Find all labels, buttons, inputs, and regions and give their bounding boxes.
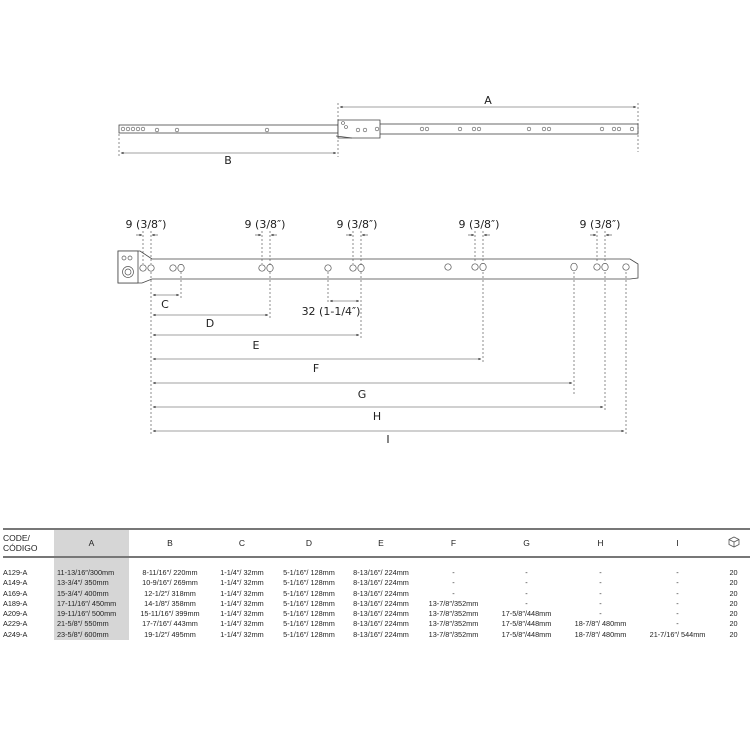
cell-E: 8-13/16″/ 224mm [353, 619, 409, 629]
spacing-label-5: 9 (3/8″) [579, 218, 621, 231]
cell-G: 17-5/8″/448mm [501, 619, 552, 629]
dimension-H-label: H [372, 410, 382, 423]
spacing-label-2: 9 (3/8″) [244, 218, 286, 231]
cabinet-member-rail [338, 124, 638, 134]
cell-F: 13-7/8″/352mm [428, 619, 479, 629]
cell-code: A169-A [3, 588, 28, 598]
cell-A: 17-11/16″/ 450mm [54, 599, 129, 609]
cell-C: 1-1/4″/ 32mm [220, 588, 264, 598]
cell-E: 8-13/16″/ 224mm [353, 568, 409, 577]
dimension-lines [153, 295, 624, 431]
cell-qty: 20 [729, 629, 738, 639]
cell-G: - [525, 598, 528, 608]
cell-F: 13-7/8″/352mm [428, 629, 479, 639]
table-body [3, 557, 750, 640]
cell-E: 8-13/16″/ 224mm [353, 609, 409, 619]
cell-A: 21-5/8″/ 550mm [54, 619, 129, 629]
cell-code: A229-A [3, 619, 28, 629]
cell-F: - [452, 568, 455, 577]
table-row [3, 609, 750, 619]
header-D: D [273, 529, 345, 557]
cell-B: 19-1/2″/ 495mm [144, 629, 196, 639]
cell-C: 1-1/4″/ 32mm [220, 629, 264, 639]
header-I: I [638, 529, 717, 557]
dimension-B-label: B [224, 154, 232, 167]
cell-A: 15-3/4″/ 400mm [54, 589, 129, 599]
cell-B: 15-11/16″/ 399mm [140, 609, 200, 619]
dimension-D-label: D [205, 317, 215, 330]
header-A: A [54, 529, 129, 557]
cell-B: 17-7/16″/ 443mm [142, 619, 198, 629]
cell-B: 12-1/2″/ 318mm [144, 588, 196, 598]
cell-H: - [599, 568, 602, 577]
header-B: B [129, 529, 211, 557]
cell-H: - [599, 609, 602, 619]
cell-C: 1-1/4″/ 32mm [220, 609, 264, 619]
cell-I: - [676, 609, 679, 619]
cell-C: 1-1/4″/ 32mm [220, 598, 264, 608]
table-header-row [3, 529, 750, 557]
cell-G: - [525, 578, 528, 588]
cell-A: 11-13/16″/300mm [54, 568, 129, 578]
cell-qty: 20 [729, 609, 738, 619]
cell-code: A209-A [3, 609, 28, 619]
dimension-F-label: F [312, 362, 320, 375]
cell-qty: 20 [729, 598, 738, 608]
dimension-G-label: G [357, 388, 367, 401]
header-G: G [490, 529, 563, 557]
cell-H: 18-7/8″/ 480mm [574, 629, 627, 639]
cell-H: 18-7/8″/ 480mm [574, 619, 627, 629]
cell-code: A249-A [3, 629, 28, 639]
header-code [3, 529, 54, 557]
cell-E: 8-13/16″/ 224mm [353, 629, 409, 639]
cell-C: 1-1/4″/ 32mm [220, 568, 264, 577]
cell-B: 10-9/16″/ 269mm [142, 578, 198, 588]
side-view-rail [118, 251, 638, 283]
cell-E: 8-13/16″/ 224mm [353, 578, 409, 588]
cell-I: 21-7/16″/ 544mm [649, 629, 706, 639]
dimension-A-label: A [484, 94, 492, 107]
header-qty [717, 529, 750, 557]
cell-B: 8-11/16″/ 220mm [142, 568, 198, 577]
header-code-line2: CÓDIGO [3, 543, 38, 553]
cell-F: - [452, 588, 455, 598]
cell-D: 5-1/16″/ 128mm [283, 568, 335, 577]
table-row [3, 599, 750, 609]
header-code-line1: CODE/ [3, 533, 30, 543]
dimension-32-label: 32 (1-1/4″) [301, 305, 361, 318]
cell-F: 13-7/8″/352mm [428, 598, 479, 608]
cell-C: 1-1/4″/ 32mm [220, 619, 264, 629]
cell-A: 19-11/16″/ 500mm [54, 609, 129, 619]
side-rail-body [118, 251, 638, 283]
cell-D: 5-1/16″/ 128mm [283, 578, 335, 588]
table-row [3, 630, 750, 640]
specification-table [3, 528, 750, 640]
table-row [3, 619, 750, 629]
cell-G: - [525, 568, 528, 577]
header-C: C [211, 529, 273, 557]
cell-D: 5-1/16″/ 128mm [283, 619, 335, 629]
cell-D: 5-1/16″/ 128mm [283, 609, 335, 619]
cell-code: A149-A [3, 578, 28, 588]
cell-I: - [676, 588, 679, 598]
cell-F: 13-7/8″/352mm [428, 609, 479, 619]
cell-G: 17-5/8″/448mm [501, 609, 552, 619]
cell-E: 8-13/16″/ 224mm [353, 598, 409, 608]
spacing-label-1: 9 (3/8″) [125, 218, 167, 231]
dimension-I-label: I [386, 433, 390, 446]
table-row [3, 589, 750, 599]
cell-D: 5-1/16″/ 128mm [283, 588, 335, 598]
cell-E: 8-13/16″/ 224mm [353, 588, 409, 598]
table-row [3, 578, 750, 588]
cell-qty: 20 [729, 568, 738, 577]
cell-D: 5-1/16″/ 128mm [283, 629, 335, 639]
cell-C: 1-1/4″/ 32mm [220, 578, 264, 588]
cell-I: - [676, 578, 679, 588]
cell-I: - [676, 568, 679, 577]
dimension-C-label: C [161, 298, 169, 311]
header-H: H [563, 529, 638, 557]
cell-F: - [452, 578, 455, 588]
drawer-member-rail [119, 125, 338, 133]
cell-H: - [599, 578, 602, 588]
cell-D: 5-1/16″/ 128mm [283, 598, 335, 608]
cell-G: 17-5/8″/448mm [501, 629, 552, 639]
cell-H: - [599, 588, 602, 598]
cell-qty: 20 [729, 578, 738, 588]
table-row [3, 568, 750, 578]
cell-qty: 20 [729, 619, 738, 629]
table-spacer-row [3, 557, 750, 568]
spacing-label-3: 9 (3/8″) [336, 218, 378, 231]
header-E: E [345, 529, 417, 557]
dimension-E-label: E [252, 339, 260, 352]
box-package-icon [728, 536, 740, 548]
cell-H: - [599, 598, 602, 608]
cell-I: - [676, 619, 679, 629]
cell-qty: 20 [729, 588, 738, 598]
cell-A: 13-3/4″/ 350mm [54, 578, 129, 588]
spacing-label-4: 9 (3/8″) [458, 218, 500, 231]
cell-B: 14-1/8″/ 358mm [144, 598, 196, 608]
cell-code: A189-A [3, 598, 28, 608]
cell-A: 23-5/8″/ 600mm [54, 630, 129, 640]
cell-I: - [676, 598, 679, 608]
extension-lines [151, 272, 626, 436]
header-F: F [417, 529, 490, 557]
cell-code: A129-A [3, 568, 28, 577]
cell-G: - [525, 588, 528, 598]
